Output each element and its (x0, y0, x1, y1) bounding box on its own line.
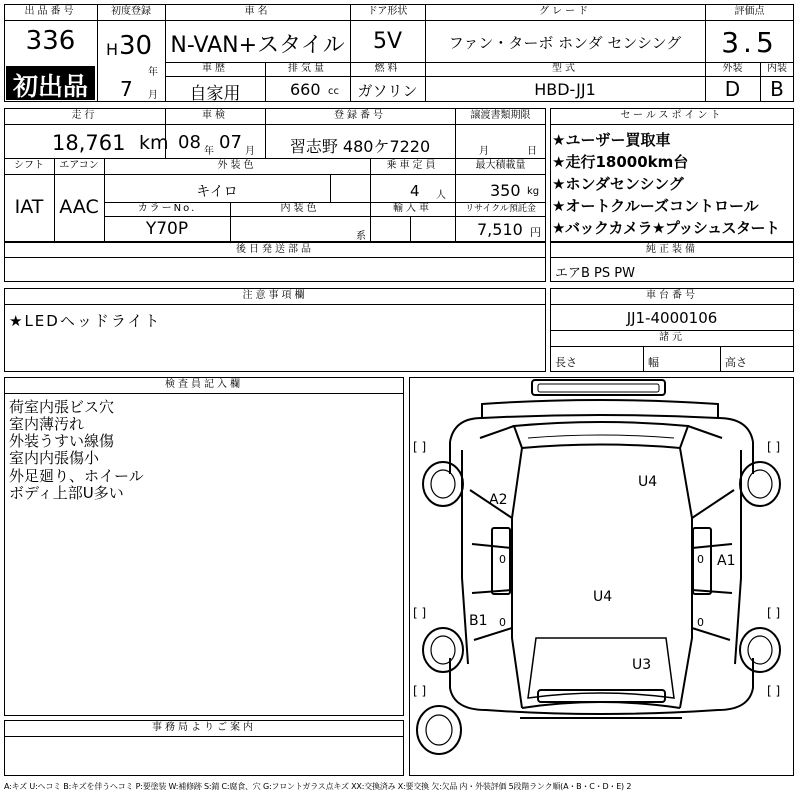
bracket-mark: [ ] (413, 684, 427, 698)
model-label: 型式 (552, 63, 578, 74)
zero-mark: 0 (499, 553, 506, 566)
color-no-label: カラーNo. (137, 203, 197, 214)
damage-mark: A2 (489, 492, 508, 508)
damage-mark: A1 (717, 553, 736, 569)
transfer-day-unit: 日 (527, 146, 537, 157)
transfer-month-unit: 月 (479, 146, 489, 157)
selling-point-item: ★バックカメラ★プッシュスタート (552, 219, 780, 237)
selling-point-item: ★ホンダセンシング (552, 175, 684, 193)
mileage: 18,761 (52, 131, 126, 155)
zero-mark: 0 (697, 616, 704, 629)
int-grade: B (770, 77, 784, 101)
ext-grade-label: 外装 (722, 63, 743, 74)
inspector-line: 室内内張傷小 (9, 449, 100, 467)
door-type: 5V (372, 29, 403, 54)
capacity-unit: 人 (436, 190, 446, 201)
selling-point-item: ★走行18000km台 (552, 153, 689, 171)
inspection-month: 07 (219, 132, 242, 153)
ext-grade: D (724, 77, 741, 101)
load-label: 最大積載量 (475, 160, 526, 171)
zero-mark: 0 (697, 553, 704, 566)
reg-month-unit: 月 (148, 90, 158, 101)
car-name-label: 車名 (244, 6, 271, 17)
lot-number-label: 出品番号 (24, 6, 77, 17)
inspector-line: 外足廻り、ホイール (9, 467, 144, 485)
plate: 習志野 480ケ7220 (289, 137, 431, 156)
reg-month: 7 (120, 77, 133, 101)
color-label: 外装色 (217, 160, 257, 171)
first-reg-label: 初度登録 (111, 6, 151, 17)
damage-mark: U4 (593, 589, 613, 605)
reg-year: 30 (119, 31, 153, 61)
grade-label: グレード (539, 6, 591, 17)
later-parts-label: 後日発送部品 (236, 244, 314, 255)
notes-text: ★LEDヘッドライト (9, 312, 162, 330)
zero-mark: 0 (499, 616, 506, 629)
length-label: 長さ (555, 356, 577, 369)
chassis-label: 車台番号 (646, 290, 698, 301)
inspector-label: 検査員記入欄 (165, 379, 243, 390)
inspection-year-unit: 年 (204, 146, 214, 157)
displacement-label: 排気量 (288, 63, 327, 74)
inspection-year: 08 (178, 132, 201, 153)
lot-number: 336 (25, 26, 76, 56)
equipment-label: 純正装備 (646, 244, 698, 255)
bracket-mark: [ ] (767, 606, 781, 620)
score-label: 評価点 (734, 6, 765, 17)
shift-label: シフト (14, 160, 44, 171)
damage-mark: U3 (632, 657, 652, 673)
inspection-month-unit: 月 (245, 146, 255, 157)
grade: ファン・ターボ ホンダ センシング (448, 34, 682, 52)
first-listing-badge (6, 66, 95, 100)
equipment-value: エアB PS PW (555, 266, 635, 281)
recycle-label: リサイクル預託金 (465, 204, 536, 214)
first-listing-text: 初出品 (12, 72, 88, 101)
interior-color-unit: 系 (356, 231, 366, 242)
inspector-line: 荷室内張ビス穴 (9, 398, 115, 416)
car-outline-diagram (410, 378, 793, 775)
history: 自家用 (189, 84, 241, 104)
specs-section (4, 108, 546, 242)
recycle-unit: 円 (530, 226, 541, 239)
door-label: ドア形状 (367, 6, 408, 17)
int-grade-label: 内装 (767, 63, 787, 74)
interior-color-label: 内装色 (280, 203, 320, 214)
mileage-label: 走行 (71, 110, 98, 121)
history-label: 車歴 (202, 63, 228, 74)
displacement-unit: cc (328, 86, 339, 97)
inspector-line: 外装うすい線傷 (9, 432, 115, 450)
ac: AAC (59, 196, 99, 218)
plate-label: 登録番号 (334, 110, 386, 121)
load: 350 (490, 181, 521, 200)
inspector-line: ボディ上部U多い (9, 484, 124, 502)
chassis-number: JJ1-4000106 (626, 309, 718, 327)
load-unit: kg (527, 186, 540, 197)
inspector-line: 室内薄汚れ (9, 415, 85, 433)
shift: IAT (14, 196, 44, 218)
dimensions-label: 諸元 (659, 332, 685, 343)
fuel: ガソリン (357, 82, 418, 100)
transfer-label: 譲渡書類期限 (470, 110, 531, 121)
color-no: Y70P (145, 219, 189, 239)
height-label: 高さ (725, 356, 747, 369)
bracket-mark: [ ] (413, 440, 427, 454)
damage-diagram (409, 377, 794, 776)
import-label: 輸入車 (393, 203, 432, 214)
era: H (106, 40, 119, 59)
bracket-mark: [ ] (767, 440, 781, 454)
legend: A:キズ U:ヘコミ B:キズを伴うヘコミ P:要塗装 W:補修跡 S:錆 C:腐食、穴 G:フロントガラス点キズ XX:交換済み X:要交換 欠:欠品 内・外装評価 5段階ランク順(A・B・C・D・E) 2 (4, 782, 632, 791)
damage-mark: B1 (469, 613, 488, 629)
bracket-mark: [ ] (413, 606, 427, 620)
office-label: 事務局よりご案内 (152, 722, 256, 733)
notes-label: 注意事項欄 (242, 290, 308, 301)
ac-label: エアコン (59, 160, 99, 171)
displacement: 660 (290, 80, 321, 99)
mileage-unit: km (139, 132, 169, 154)
selling-points-label: セールスポイント (620, 110, 724, 121)
reg-year-unit: 年 (148, 67, 158, 78)
car-name: N-VAN+スタイル (170, 33, 345, 58)
score: 3.5 (721, 26, 778, 59)
inspection-label: 車検 (202, 110, 228, 121)
color: キイロ (196, 184, 238, 200)
width-label: 幅 (648, 356, 659, 369)
selling-point-item: ★オートクルーズコントロール (552, 197, 759, 215)
bracket-mark: [ ] (767, 684, 781, 698)
capacity: 4 (410, 182, 420, 200)
selling-point-item: ★ユーザー買取車 (552, 131, 671, 149)
fuel-label: 燃料 (374, 63, 401, 74)
recycle-amount: 7,510 (477, 220, 523, 239)
capacity-label: 乗車定員 (386, 160, 439, 171)
model: HBD-JJ1 (534, 80, 596, 99)
damage-mark: U4 (638, 474, 658, 490)
